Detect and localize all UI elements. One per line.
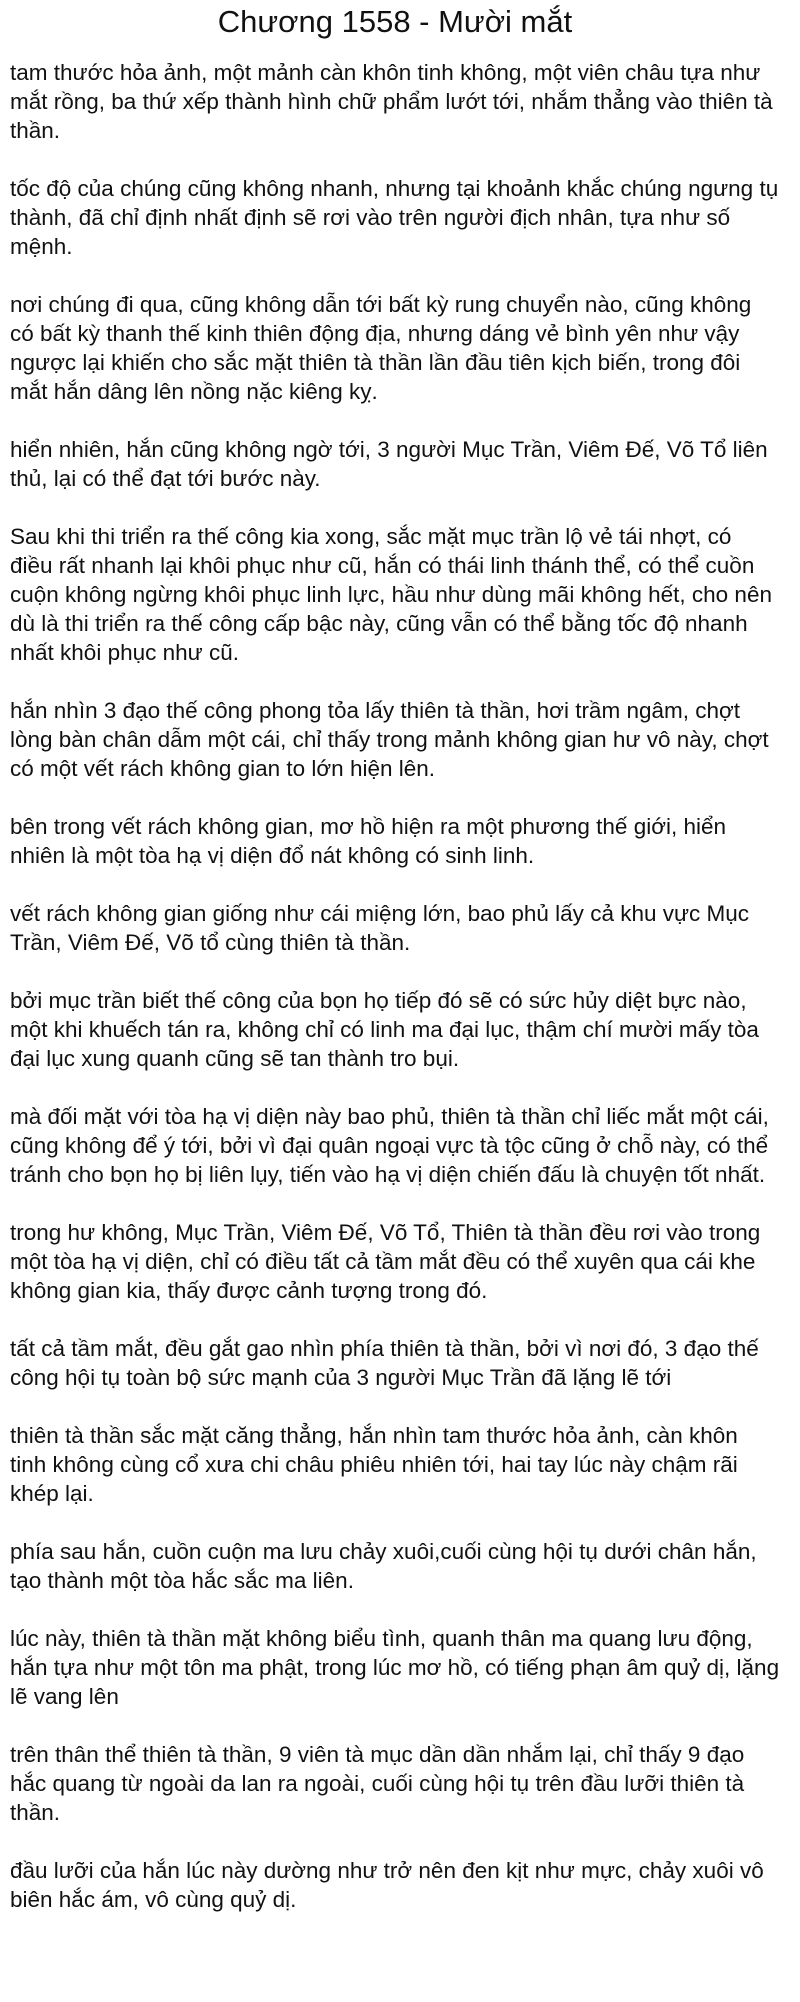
chapter-title: Chương 1558 - Mười mắt [217,4,573,39]
paragraph: đầu lưỡi của hắn lúc này dường như trở nên đen kịt như mực, chảy xuôi vô biên hắc ám, vô cùng quỷ dị. [10,1858,764,1912]
paragraph: phía sau hắn, cuồn cuộn ma lưu chảy xuôi,cuối cùng hội tụ dưới chân hắn, tạo thành một tòa hắc sắc ma liên. [10,1539,757,1593]
paragraph: tam thước hỏa ảnh, một mảnh càn khôn tinh không, một viên châu tựa như mắt rồng, ba thứ xếp thành hình chữ phẩm lướt tới, nhắm thẳng vào thiên tà thần. [10,60,773,143]
paragraph: bởi mục trần biết thế công của bọn họ tiếp đó sẽ có sức hủy diệt bực nào, một khi khuếch tán ra, không chỉ có linh ma đại lục, thậm chí mười mấy tòa đại lục xung quanh cũng sẽ tan thành tro bụi. [10,988,759,1071]
paragraph: lúc này, thiên tà thần mặt không biểu tình, quanh thân ma quang lưu động, hắn tựa như một tôn ma phật, trong lúc mơ hồ, có tiếng phạn âm quỷ dị, lặng lẽ vang lên [10,1626,780,1709]
paragraph: Sau khi thi triển ra thế công kia xong, sắc mặt mục trần lộ vẻ tái nhợt, có điều rất nhanh lại khôi phục như cũ, hắn có thái linh thánh thể, có thể cuồn cuộn không ngừng khôi phục linh lực, hầu như dùng mãi không hết, cho nên dù là thi triển ra thế công cấp bậc này, cũng vẫn có thể bằng tốc độ nhanh nhất khôi phục như cũ. [10,524,772,665]
paragraph: tất cả tầm mắt, đều gắt gao nhìn phía thiên tà thần, bởi vì nơi đó, 3 đạo thế công hội tụ toàn bộ sức mạnh của 3 người Mục Trần đã lặng lẽ tới [10,1336,759,1390]
paragraph: nơi chúng đi qua, cũng không dẫn tới bất kỳ rung chuyển nào, cũng không có bất kỳ thanh thế kinh thiên động địa, nhưng dáng vẻ bình yên như vậy ngược lại khiến cho sắc mặt thiên tà thần lần đầu tiên kịch biến, trong đôi mắt hắn dâng lên nồng nặc kiêng kỵ. [10,292,752,404]
paragraph: vết rách không gian giống như cái miệng lớn, bao phủ lấy cả khu vực Mục Trần, Viêm Đế, Võ tổ cùng thiên tà thần. [10,901,750,955]
paragraph: mà đối mặt với tòa hạ vị diện này bao phủ, thiên tà thần chỉ liếc mắt một cái, cũng không để ý tới, bởi vì đại quân ngoại vực tà tộc cũng ở chỗ này, có thể tránh cho bọn họ bị liên lụy, tiến vào hạ vị diện chiến đấu là chuyện tốt nhất. [10,1104,769,1187]
paragraph: trong hư không, Mục Trần, Viêm Đế, Võ Tổ, Thiên tà thần đều rơi vào trong một tòa hạ vị diện, chỉ có điều tất cả tầm mắt đều có thể xuyên qua cái khe không gian kia, thấy được cảnh tượng trong đó. [10,1220,761,1303]
paragraph: tốc độ của chúng cũng không nhanh, nhưng tại khoảnh khắc chúng ngưng tụ thành, đã chỉ định nhất định sẽ rơi vào trên người địch nhân, tựa như số mệnh. [10,176,779,259]
paragraph: trên thân thể thiên tà thần, 9 viên tà mục dần dần nhắm lại, chỉ thấy 9 đạo hắc quang từ ngoài da lan ra ngoài, cuối cùng hội tụ trên đầu lưỡi thiên tà thần. [10,1742,745,1825]
document-page [0,2,800,2002]
paragraph: hắn nhìn 3 đạo thế công phong tỏa lấy thiên tà thần, hơi trầm ngâm, chợt lòng bàn chân dẫm một cái, chỉ thấy trong mảnh không gian hư vô này, chợt có một vết rách không gian to lớn hiện lên. [10,698,769,781]
paragraph: hiển nhiên, hắn cũng không ngờ tới, 3 người Mục Trần, Viêm Đế, Võ Tổ liên thủ, lại có thể đạt tới bước này. [10,437,768,491]
paragraph: thiên tà thần sắc mặt căng thẳng, hắn nhìn tam thước hỏa ảnh, càn khôn tinh không cùng cổ xưa chi châu phiêu nhiên tới, hai tay lúc này chậm rãi khép lại. [10,1423,738,1506]
paragraph: bên trong vết rách không gian, mơ hồ hiện ra một phương thế giới, hiển nhiên là một tòa hạ vị diện đổ nát không có sinh linh. [10,814,727,868]
